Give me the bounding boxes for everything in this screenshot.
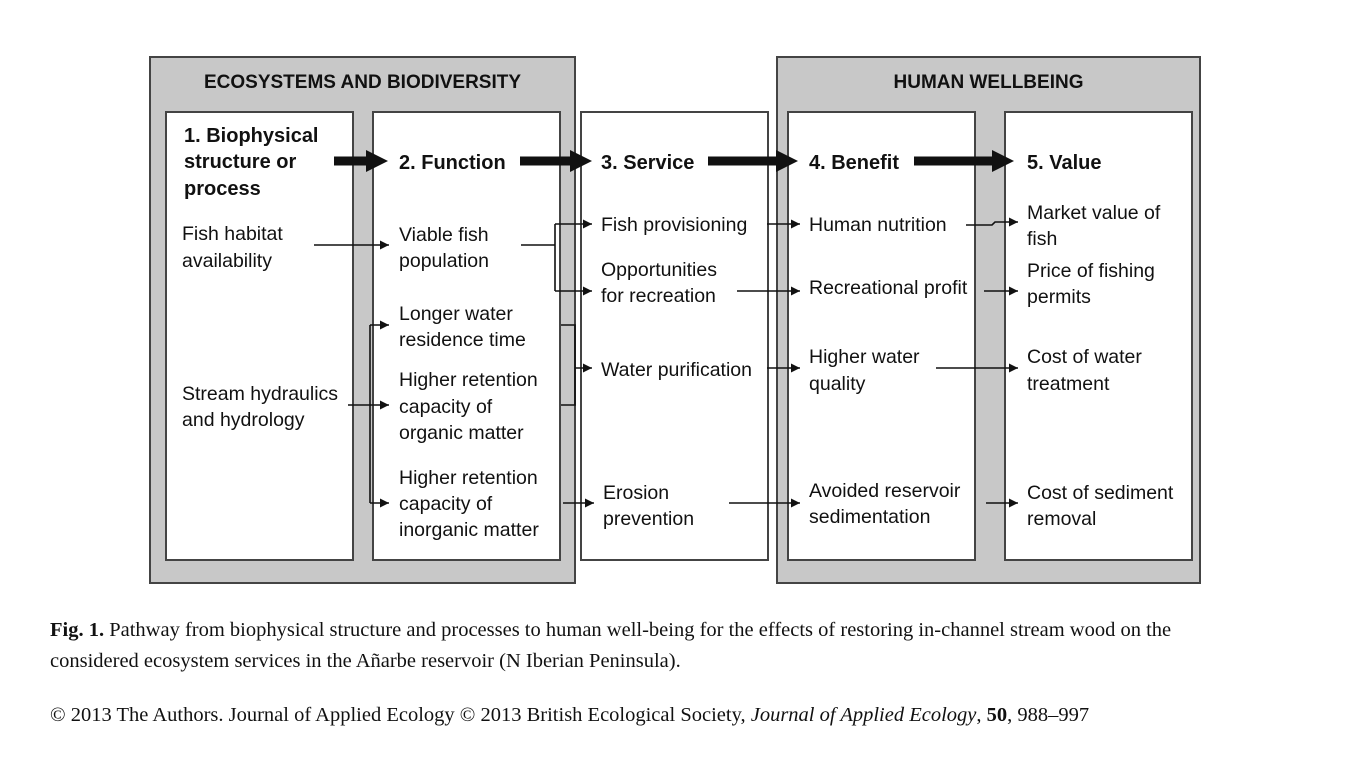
viable-fish-line-2: population [399, 250, 489, 272]
bracket-water-purification [561, 325, 575, 405]
stream-hydraulics-line-1: Stream hydraulics [182, 383, 339, 405]
wellbeing-title: HUMAN WELLBEING [893, 72, 1084, 93]
sediment-removal-line-1: Cost of sediment [1027, 482, 1174, 504]
fish-habitat-line-2: availability [182, 250, 272, 272]
sediment-removal-line-2: removal [1027, 508, 1097, 530]
water-treatment-line-1: Cost of water [1027, 346, 1142, 368]
recreation-line-1: Opportunities [601, 259, 717, 281]
service-heading: 3. Service [601, 152, 695, 174]
bracket-viable-fish [521, 224, 555, 291]
organic-line-1: Higher retention [399, 369, 538, 391]
organic-line-2: capacity of [399, 396, 493, 418]
recreation-line-2: for recreation [601, 285, 716, 307]
recreational-profit: Recreational profit [809, 277, 968, 299]
caption-label: Fig. 1. [50, 619, 105, 641]
erosion-line-2: prevention [603, 508, 695, 530]
caption-text: Pathway from biophysical structure and processes to human well-being for the effects of restoring in-channel stream wood on the [109, 619, 1172, 641]
sedimentation-line-2: sedimentation [809, 506, 931, 528]
arrow-nutrition-market [966, 222, 1018, 225]
longer-water-line-1: Longer water [399, 303, 513, 325]
structure-heading-line-2: structure or [184, 151, 297, 173]
ecosystems-title: ECOSYSTEMS AND BIODIVERSITY [203, 72, 522, 93]
structure-heading-line-3: process [184, 178, 261, 200]
erosion-line-1: Erosion [603, 482, 670, 504]
water-quality-line-1: Higher water [809, 346, 920, 368]
market-value-line-1: Market value of [1027, 202, 1161, 224]
fish-habitat-line-1: Fish habitat [182, 223, 283, 245]
stream-hydraulics-line-2: and hydrology [182, 409, 305, 431]
fishing-permits-line-1: Price of fishing [1027, 260, 1155, 282]
water-treatment-line-2: treatment [1027, 373, 1110, 395]
fishing-permits-line-2: permits [1027, 286, 1091, 308]
function-heading: 2. Function [399, 152, 506, 174]
inorganic-line-1: Higher retention [399, 467, 538, 489]
thick-arrow-function-service [520, 150, 592, 172]
thick-arrow-structure-function [334, 150, 388, 172]
journal-volume: 50 [986, 704, 1008, 726]
market-value-line-2: fish [1027, 228, 1058, 250]
thick-arrow-service-benefit [708, 150, 798, 172]
copyright-footer: © 2013 The Authors. Journal of Applied Ecology © 2013 British Ecological Society, Journal of Applied Ecology, 50, 988–997 [50, 704, 1090, 726]
copyright-text: © 2013 The Authors. Journal of Applied Ecology © 2013 British Ecological Society, [50, 704, 746, 726]
inorganic-line-3: inorganic matter [399, 519, 539, 541]
water-purification: Water purification [601, 359, 753, 381]
value-heading: 5. Value [1027, 152, 1102, 174]
structure-heading-line-1: 1. Biophysical [184, 125, 319, 147]
human-nutrition: Human nutrition [809, 214, 947, 236]
viable-fish-line-1: Viable fish [399, 224, 489, 246]
journal-pages: , 988–997 [1007, 704, 1090, 726]
water-quality-line-2: quality [809, 373, 866, 395]
thick-arrow-benefit-value [914, 150, 1014, 172]
caption-text-2: considered ecosystem services in the Añarbe reservoir (N Iberian Peninsula). [50, 650, 681, 672]
fish-provisioning: Fish provisioning [601, 214, 748, 236]
benefit-heading: 4. Benefit [809, 152, 900, 174]
longer-water-line-2: residence time [399, 329, 526, 351]
sedimentation-line-1: Avoided reservoir [809, 480, 961, 502]
organic-line-3: organic matter [399, 422, 524, 444]
figure-caption [50, 615, 1330, 677]
inorganic-line-2: capacity of [399, 493, 493, 515]
journal-name: Journal of Applied Ecology [750, 704, 977, 726]
